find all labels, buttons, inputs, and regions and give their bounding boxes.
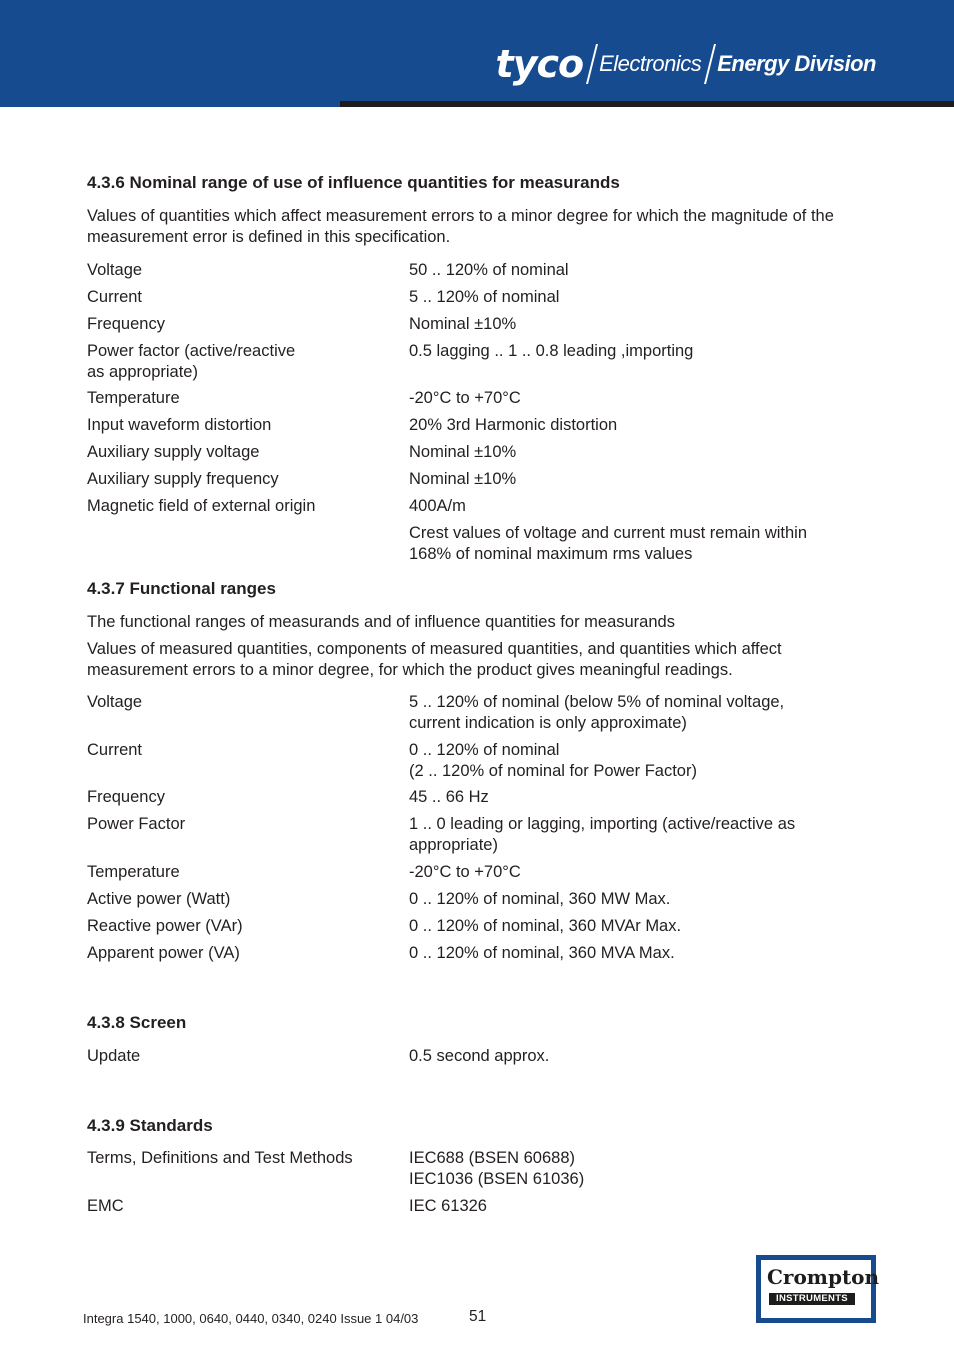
row-value: 0 .. 120% of nominal, 360 MW Max. xyxy=(409,890,671,908)
row-value: 400A/m xyxy=(409,497,466,515)
row-value: 0.5 second approx. xyxy=(409,1047,550,1065)
row-value: 5 .. 120% of nominal xyxy=(409,288,560,306)
row-value: 20% 3rd Harmonic distortion xyxy=(409,416,618,434)
logo-name: Crompton xyxy=(767,1265,880,1289)
row-label: Temperature xyxy=(87,863,180,881)
brand-separator xyxy=(586,44,598,84)
section-heading-438: 4.3.8 Screen xyxy=(87,1013,187,1032)
logo-sub: INSTRUMENTS xyxy=(769,1293,855,1305)
row-label: Reactive power (VAr) xyxy=(87,917,243,935)
row-value: Nominal ±10% xyxy=(409,315,517,333)
section-intro-436: Values of quantities which affect measurement errors to a minor degree for which the magnitude of the measurement error is defined in this specification. xyxy=(87,207,834,246)
section-heading-436: 4.3.6 Nominal range of use of influence quantities for measurands xyxy=(87,173,620,192)
row-label: Terms, Definitions and Test Methods xyxy=(87,1149,353,1167)
row-label: Voltage xyxy=(87,693,143,711)
row-label: Current xyxy=(87,288,143,306)
row-label: EMC xyxy=(87,1197,124,1215)
row-label: Power factor (active/reactive as appropriate) xyxy=(87,342,296,381)
tyco-electronics-logo xyxy=(496,42,876,86)
page-header xyxy=(0,0,954,101)
row-value: 0 .. 120% of nominal (2 .. 120% of nominal for Power Factor) xyxy=(409,741,697,780)
row-value: -20°C to +70°C xyxy=(409,863,521,881)
row-value: 0.5 lagging .. 1 .. 0.8 leading ,importing xyxy=(409,342,694,360)
section-heading-439: 4.3.9 Standards xyxy=(87,1116,213,1135)
row-label: Input waveform distortion xyxy=(87,416,272,434)
row-value: Nominal ±10% xyxy=(409,470,517,488)
row-label: Auxiliary supply voltage xyxy=(87,443,260,461)
row-label: Power Factor xyxy=(87,815,186,833)
footer-text: Integra 1540, 1000, 0640, 0440, 0340, 0240 Issue 1 04/03 xyxy=(83,1311,419,1326)
row-label: Update xyxy=(87,1047,141,1065)
row-label: Auxiliary supply frequency xyxy=(87,470,279,488)
logo-frame xyxy=(761,1260,880,1318)
row-label: Frequency xyxy=(87,315,165,333)
crompton-logo xyxy=(756,1255,880,1323)
row-value: 50 .. 120% of nominal xyxy=(409,261,569,279)
row-label: Temperature xyxy=(87,389,180,407)
brand-electronics: Electronics xyxy=(599,51,702,76)
row-value: IEC688 (BSEN 60688) IEC1036 (BSEN 61036) xyxy=(409,1149,585,1188)
row-label: Magnetic field of external origin xyxy=(87,497,316,515)
row-label: Frequency xyxy=(87,788,165,806)
section-intro-437b: Values of measured quantities, components of measured quantities, and quantities which affect measurement errors to a minor degree, for which the product gives meaningful readings. xyxy=(87,640,782,679)
row-value: 0 .. 120% of nominal, 360 MVA Max. xyxy=(409,944,675,962)
row-label: Active power (Watt) xyxy=(87,890,231,908)
row-value: 5 .. 120% of nominal (below 5% of nominal voltage, current indication is only approximate) xyxy=(409,693,785,732)
row-value: -20°C to +70°C xyxy=(409,389,521,407)
row-value: Crest values of voltage and current must remain within 168% of nominal maximum rms values xyxy=(409,524,808,563)
row-value: 0 .. 120% of nominal, 360 MVAr Max. xyxy=(409,917,682,935)
row-value: 45 .. 66 Hz xyxy=(409,788,489,806)
brand-separator xyxy=(704,44,716,84)
brand-division: Energy Division xyxy=(717,51,876,76)
header-bar xyxy=(340,101,954,107)
header-strip xyxy=(0,101,340,107)
section-heading-437: 4.3.7 Functional ranges xyxy=(87,579,276,598)
row-value: 1 .. 0 leading or lagging, importing (active/reactive as appropriate) xyxy=(409,815,796,854)
row-value: Nominal ±10% xyxy=(409,443,517,461)
row-label: Current xyxy=(87,741,143,759)
row-label: Voltage xyxy=(87,261,143,279)
row-label: Apparent power (VA) xyxy=(87,944,240,962)
row-value: IEC 61326 xyxy=(409,1197,487,1215)
brand-tyco: tyco xyxy=(495,42,584,86)
page-number: 51 xyxy=(469,1308,487,1325)
section-intro-437: The functional ranges of measurands and of influence quantities for measurands xyxy=(87,613,675,631)
